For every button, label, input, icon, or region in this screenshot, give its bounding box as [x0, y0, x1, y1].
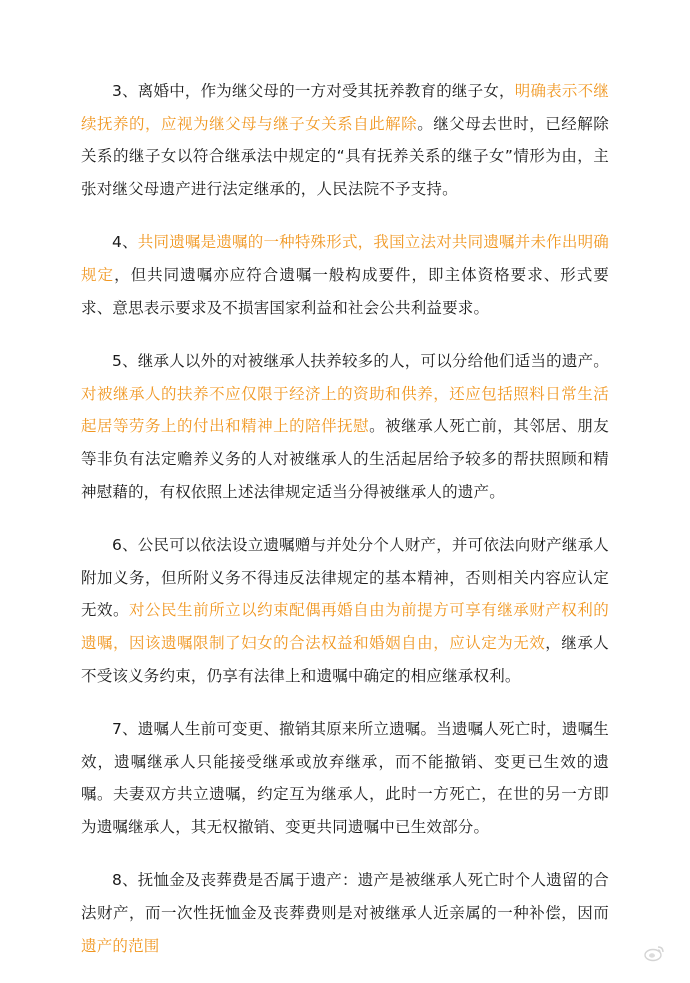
body-text: ，继承人不受该义务约束，仍享有法律上和遗嘱中确定的相应继承权利。 [81, 633, 609, 685]
paragraph-1 [81, 75, 609, 205]
body-text: 。继父母去世时，已经解除关系的继子女以符合继承法中规定的“具有抚养关系的继子女”情形为由，主张对继父母遗产进行法定继承的，人民法院不予支持。 [81, 114, 610, 198]
paragraph-6 [81, 864, 609, 962]
body-text: 6、公民可以依法设立遗嘱赠与并处分个人财产，并可依法向财产继承人附加义务，但所附义务不得违反法律规定的基本精神，否则相关内容应认定无效。 [81, 536, 609, 620]
body-text: 3、离婚中，作为继父母的一方对受其抚养教育的继子女， [112, 82, 515, 100]
highlighted-text: 明确表示不继续抚养的，应视为继父母与继子女关系自此解除 [81, 82, 609, 133]
paragraph-2 [81, 226, 609, 324]
body-text: 7、遗嘱人生前可变更、撤销其原来所立遗嘱。当遗嘱人死亡时，遗嘱生效，遗嘱继承人只能接受继承或放弃继承，而不能撤销、变更已生效的遗嘱。夫妻双方共立遗嘱，约定互为继承人，此时一方死亡，在世的另一方即为遗嘱继承人，其无权撤销、变更共同遗嘱中已生效部分。 [81, 720, 609, 836]
watermark [644, 944, 666, 962]
weibo-logo-icon [644, 944, 666, 962]
paragraph-4 [81, 529, 609, 692]
document-body [81, 75, 609, 983]
paragraph-5 [81, 713, 609, 843]
body-text: 8、抚恤金及丧葬费是否属于遗产：遗产是被继承人死亡时个人遗留的合法财产，而一次性抚恤金及丧葬费则是对被继承人近亲属的一种补偿，因而 [81, 871, 609, 923]
highlighted-text: 遗产的范围 [81, 936, 160, 955]
body-text: 5、继承人以外的对被继承人扶养较多的人，可以分给他们适当的遗产。 [112, 352, 609, 371]
body-text: 。被继承人死亡前，其邻居、朋友等非负有法定赡养义务的人对被继承人的生活起居给予较多的帮扶照顾和精神慰藉的，有权依照上述法律规定适当分得被继承人的遗产。 [81, 417, 609, 501]
body-text: ，但共同遗嘱亦应符合遗嘱一般构成要件，即主体资格要求、形式要求、意思表示要求及不损害国家利益和社会公共利益要求。 [81, 265, 609, 317]
highlighted-text: 共同遗嘱是遗嘱的一种特殊形式，我国立法对共同遗嘱并未作出明确规定 [81, 233, 609, 284]
highlighted-text: 对公民生前所立以约束配偶再婚自由为前提方可享有继承财产权利的遗嘱，因该遗嘱限制了妇女的合法权益和婚姻自由，应认定为无效 [81, 601, 609, 652]
body-text: 4、 [112, 233, 138, 252]
paragraph-3 [81, 345, 609, 508]
highlighted-text: 对被继承人的扶养不应仅限于经济上的资助和供养，还应包括照料日常生活起居等劳务上的付出和精神上的陪伴抚慰 [81, 384, 609, 436]
